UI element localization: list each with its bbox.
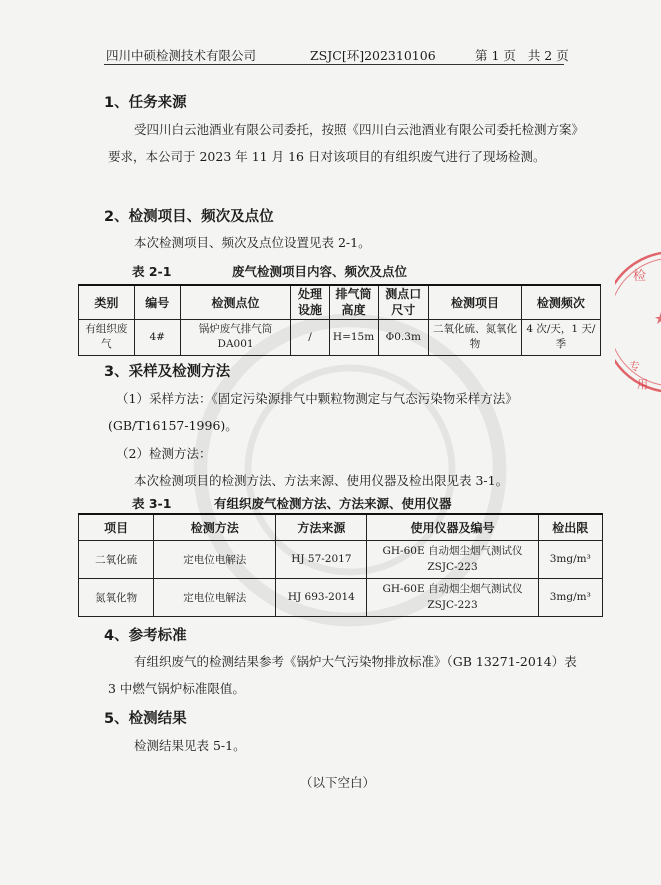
table-header-cell: 检测项目	[429, 285, 522, 319]
table-header-cell: 类别	[79, 285, 135, 319]
section-4-title: 4、参考标准	[104, 628, 187, 644]
table-header-cell: 排气筒高度	[329, 285, 378, 319]
table-cell: 二氧化硫、氮氧化物	[429, 319, 522, 355]
table-3-1-title: 有组织废气检测方法、方法来源、使用仪器	[214, 496, 452, 511]
section-4-body: 有组织废气的检测结果参考《锅炉大气污染物排放标准》（GB 13271-2014）表 3 中燃气锅炉标准限值。	[108, 654, 577, 696]
section-5-body: 检测结果见表 5-1。	[134, 738, 246, 753]
table-header-cell: 测点口尺寸	[378, 285, 429, 319]
section-1-title: 1、任务来源	[104, 95, 187, 111]
header-company: 四川中硕检测技术有限公司	[106, 48, 257, 63]
inspection-seal-stamp	[615, 240, 661, 405]
header-report-number: ZSJC[环]202310106	[310, 48, 436, 63]
section-5-title: 5、检测结果	[104, 711, 187, 727]
section-2-title: 2、检测项目、频次及点位	[104, 209, 274, 225]
section-3-sampling-method: （1）采样方法：《固定污染源排气中颗粒物测定与气态污染物采样方法》(GB/T16157-1996)。	[108, 391, 518, 433]
table-cell-instrument	[367, 540, 538, 578]
header-page-number: 第 1 页 共 2 页	[475, 48, 569, 63]
table-cell-instrument	[367, 578, 538, 616]
header-rule	[104, 64, 564, 65]
table-cell: /	[291, 319, 329, 355]
table-header-cell: 方法来源	[276, 514, 367, 540]
table-header-row	[79, 514, 603, 540]
table-cell: 定电位电解法	[154, 540, 276, 578]
table-cell: 定电位电解法	[154, 578, 276, 616]
table-2-1-title: 废气检测项目内容、频次及点位	[232, 264, 408, 279]
table-cell: HJ 57-2017	[276, 540, 367, 578]
table-3-1-number: 表 3-1	[132, 496, 172, 511]
table-cell: 4#	[134, 319, 180, 355]
table-cell: 4 次/天，1 天/季	[521, 319, 600, 355]
table-cell: 锅炉废气排气筒DA001	[180, 319, 291, 355]
table-cell: 3mg/m³	[538, 578, 602, 616]
table-cell: 氮氧化物	[79, 578, 154, 616]
table-2-1	[78, 284, 601, 356]
table-header-cell: 处理设施	[291, 285, 329, 319]
table-cell: H=15m	[329, 319, 378, 355]
table-header-cell: 检测方法	[154, 514, 276, 540]
instrument-code: ZSJC-223	[427, 599, 478, 611]
table-header-cell: 项目	[79, 514, 154, 540]
svg-text:检: 检	[633, 269, 647, 284]
svg-text:用: 用	[637, 378, 648, 391]
table-row	[79, 540, 603, 578]
instrument-code: ZSJC-223	[427, 561, 478, 573]
instrument-name: GH-60E 自动烟尘烟气测试仪	[382, 583, 523, 595]
table-header-cell: 检测点位	[180, 285, 291, 319]
table-header-row	[79, 285, 601, 319]
section-3-title: 3、采样及检测方法	[104, 364, 231, 380]
instrument-name: GH-60E 自动烟尘烟气测试仪	[382, 545, 523, 557]
table-cell: HJ 693-2014	[276, 578, 367, 616]
table-row	[79, 578, 603, 616]
section-3-body: 本次检测项目的检测方法、方法来源、使用仪器及检出限见表 3-1。	[134, 473, 509, 488]
table-header-cell: 检测频次	[521, 285, 600, 319]
blank-marker: （以下空白）	[300, 775, 376, 790]
section-3-detect-method: （2）检测方法：	[116, 446, 212, 461]
table-cell: 有组织废气	[79, 319, 135, 355]
svg-text:专: 专	[629, 360, 640, 373]
table-row	[79, 319, 601, 355]
table-cell: 3mg/m³	[538, 540, 602, 578]
table-header-cell: 使用仪器及编号	[367, 514, 538, 540]
table-3-1	[78, 513, 603, 617]
section-1-body: 受四川白云池酒业有限公司委托，按照《四川白云池酒业有限公司委托检测方案》要求，本公司于 2023 年 11 月 16 日对该项目的有组织废气进行了现场检测。	[108, 122, 578, 164]
table-cell: Φ0.3m	[378, 319, 429, 355]
table-header-cell: 检出限	[538, 514, 602, 540]
table-header-cell: 编号	[134, 285, 180, 319]
table-cell: 二氧化硫	[79, 540, 154, 578]
section-2-body: 本次检测项目、频次及点位设置见表 2-1。	[134, 235, 371, 250]
table-2-1-number: 表 2-1	[132, 264, 172, 279]
